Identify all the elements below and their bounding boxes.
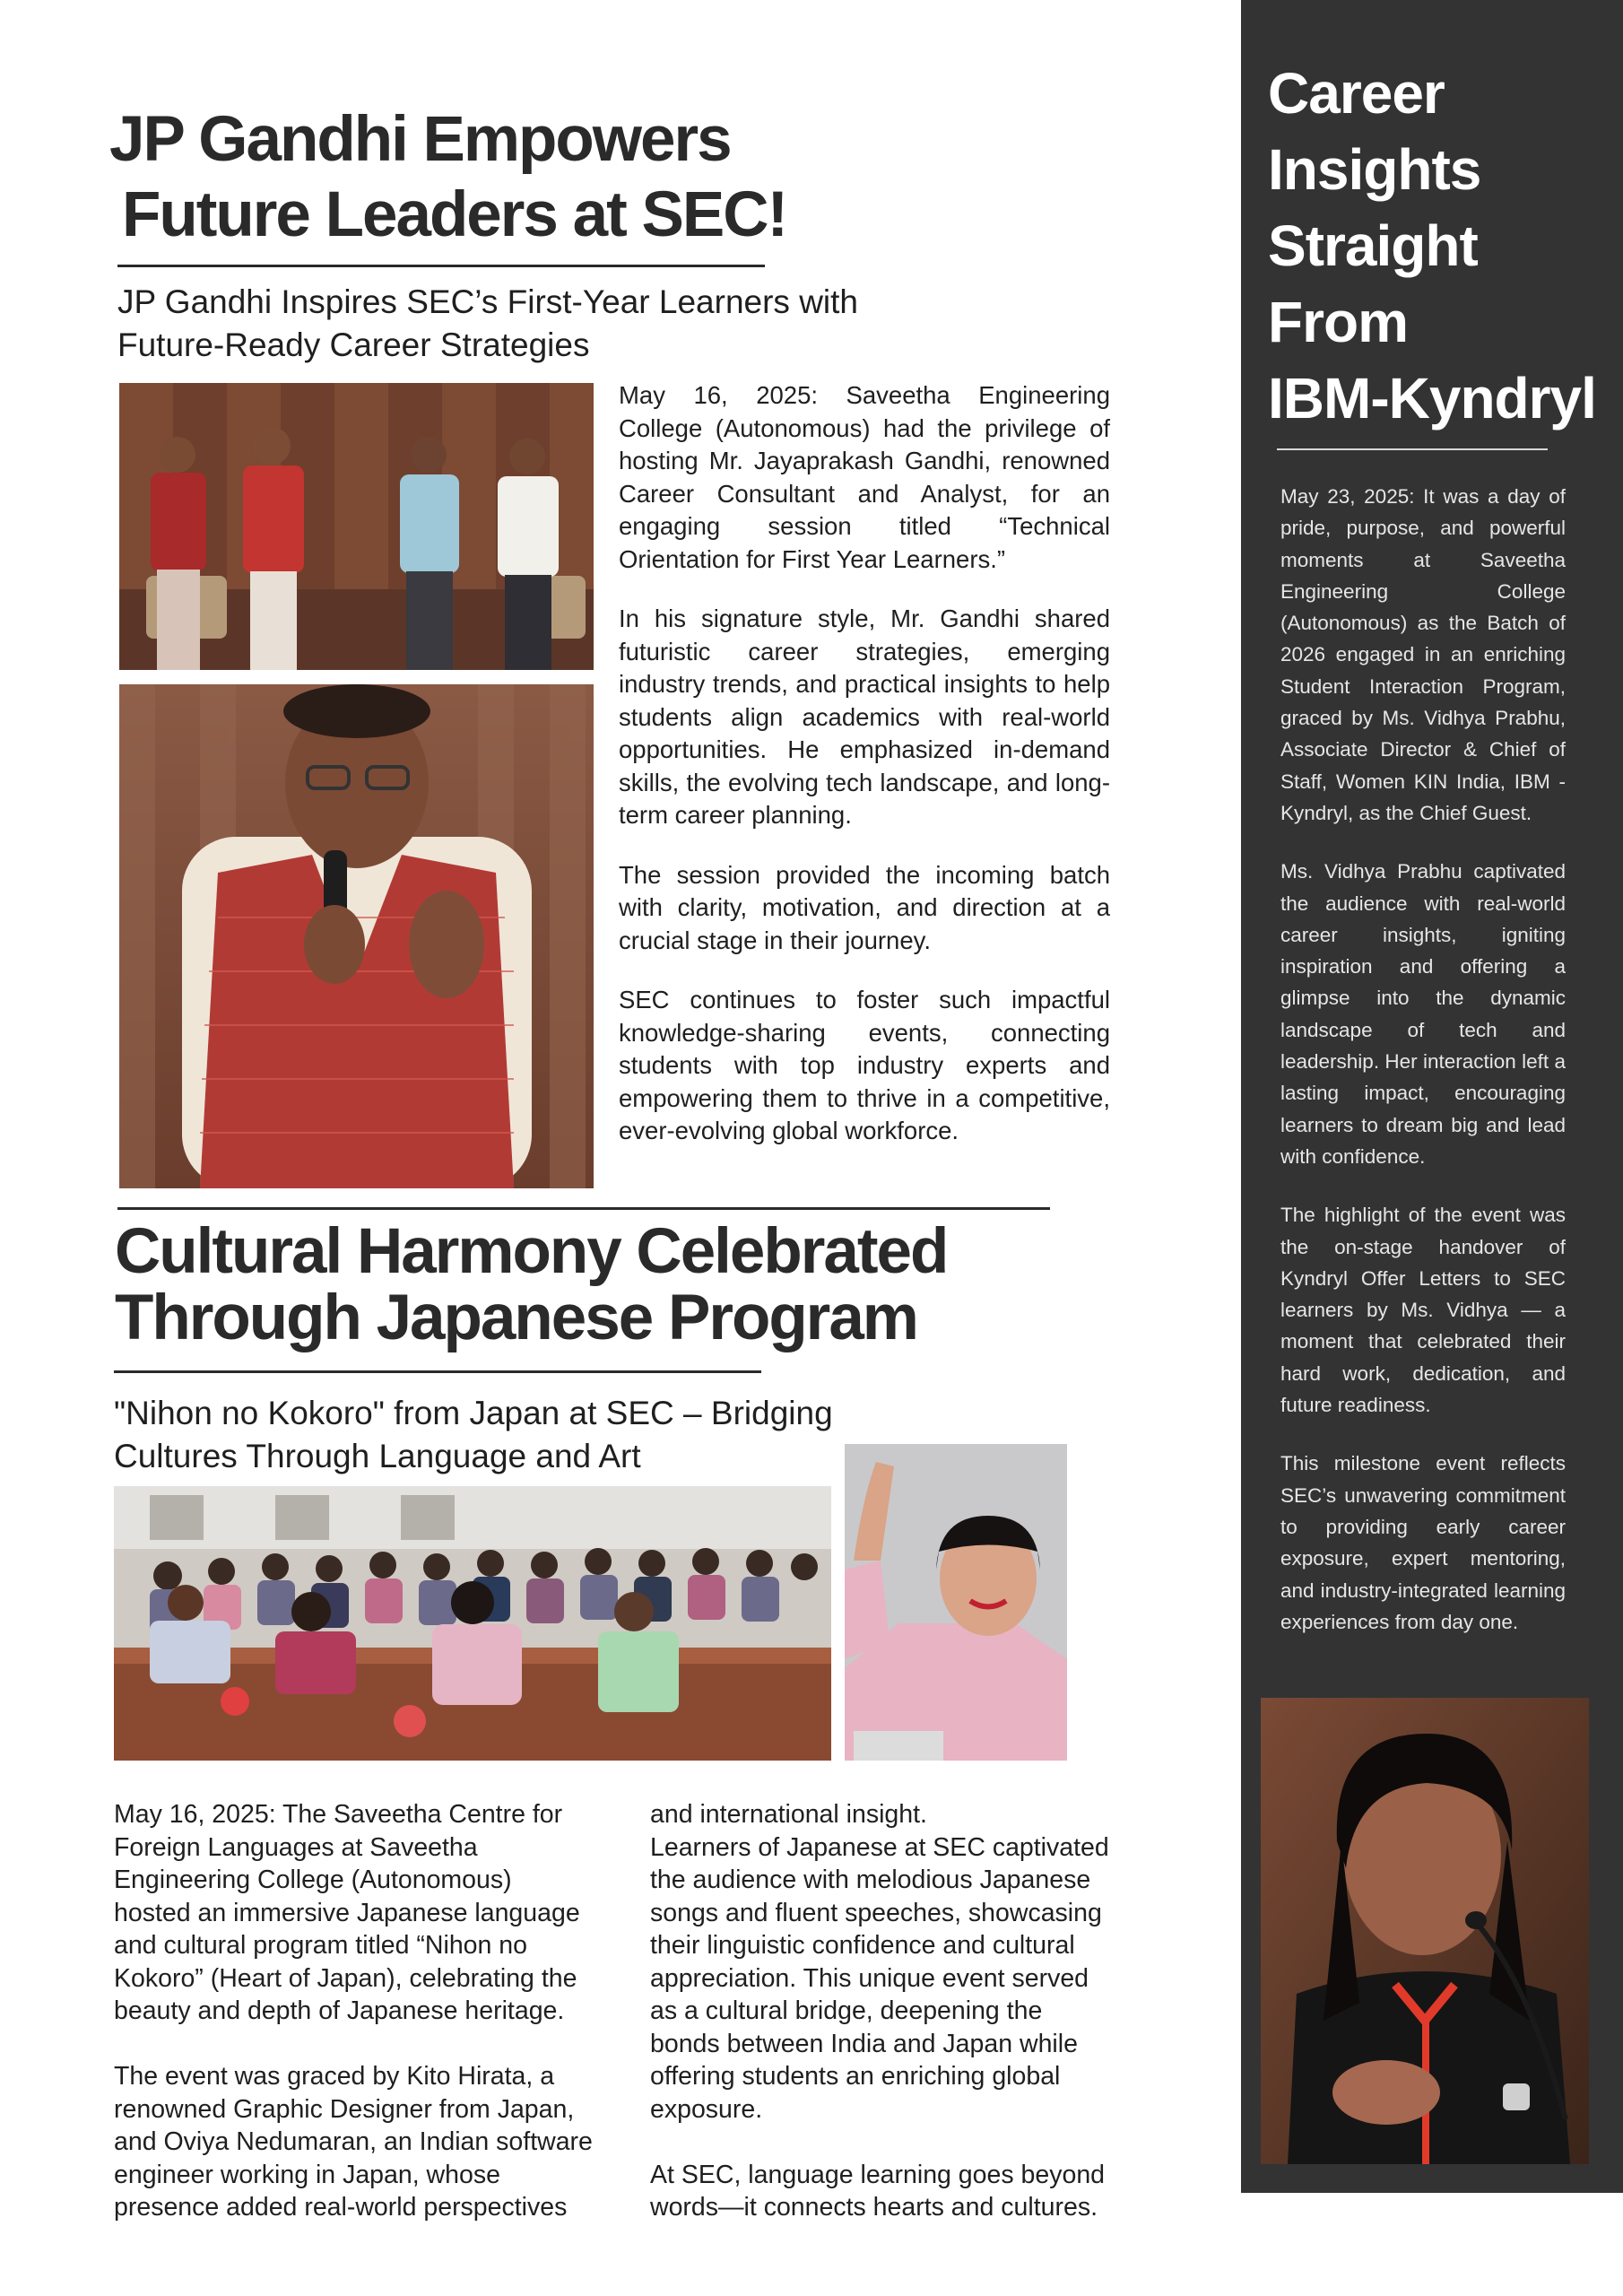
article-1-title-rule — [117, 265, 765, 267]
sidebar-title — [1268, 56, 1609, 437]
article-2-subtitle-line-1: "Nihon no Kokoro" from Japan at SEC – Bridging — [114, 1395, 833, 1431]
sidebar-body — [1280, 481, 1566, 1665]
article-1-title-line-2: Future Leaders at SEC! — [122, 179, 787, 250]
article-1-paragraph-2: In his signature style, Mr. Gandhi shared futuristic career strategies, emerging industry trends, and practical insights to help students align academics with real-world opportunities. He emphasized in-demand skills, the evolving tech landscape, and long-term career planning. — [619, 604, 1110, 829]
sidebar-title-line-3: Straight — [1268, 213, 1478, 278]
sidebar-title-line-1: Career — [1268, 61, 1445, 126]
article-1-title-line-1: JP Gandhi Empowers — [109, 104, 731, 175]
sidebar-paragraph-4: This milestone event reflects SEC’s unwavering commitment to providing early career exposure, expert mentoring, and industry-integrated learning experiences from day one. — [1280, 1452, 1566, 1633]
photo-guests-on-stage-graphic — [119, 383, 594, 670]
article-1-paragraph-4: SEC continues to foster such impactful knowledge-sharing events, connecting students with top industry experts and empowering them to thrive in a competitive, ever-evolving global workforce. — [619, 986, 1110, 1144]
article-2-column-2: and international insight. Learners of Japanese at SEC captivated the audience with melodious Japanese songs and fluent speeches, showcasing their linguistic confidence and cultural appreciation. This unique event served as a cultural bridge, deepening the bonds between India and Japan while offering students an enriching global exposure. At SEC, language learning goes beyond words—it connects hearts and cultures. — [650, 1800, 1109, 2222]
article-2-title-line-1: Cultural Harmony Celebrated — [115, 1216, 948, 1287]
article-1-paragraph-1: May 16, 2025: Saveetha Engineering College (Autonomous) had the privilege of hosting Mr. Jayaprakash Gandhi, renowned Career Consultant and Analyst, for an engaging session titled “Technical Orientation for First Year Learners.” — [619, 381, 1110, 573]
article-2-subtitle-line-2: Cultures Through Language and Art — [114, 1438, 641, 1474]
photo-chief-guest-graphic — [1261, 1698, 1589, 2164]
article-2-title-line-2: Through Japanese Program — [115, 1283, 917, 1353]
article-2-column-1: May 16, 2025: The Saveetha Centre for Foreign Languages at Saveetha Engineering College (Autonomous) hosted an immersive Japanese language and cultural program titled “Nihon no Kokoro” (Heart of Japan), celebrating the beauty and depth of Japanese heritage. The event was graced by Kito Hirata, a renowned Graphic Designer from Japan, and Oviya Nedumaran, an Indian software engineer working in Japan, whose presence added real-world perspectives — [114, 1800, 593, 2222]
sidebar-paragraph-3: The highlight of the event was the on-stage handover of Kyndryl Offer Letters to SEC learners by Ms. Vidhya — a moment that celebrated their hard work, dedication, and future readiness. — [1280, 1204, 1566, 1417]
sidebar-title-line-4: From — [1268, 290, 1408, 354]
section-divider — [117, 1207, 1050, 1210]
sidebar-paragraph-2: Ms. Vidhya Prabhu captivated the audience with real-world career insights, igniting inspiration and offering a glimpse into the dynamic landscape of tech and leadership. Her interaction left a lasting impact, encouraging learners to dream big and lead with confidence. — [1280, 860, 1566, 1168]
article-1-body — [619, 379, 1110, 1175]
photo-guests-on-stage — [119, 383, 594, 670]
article-2-title-rule — [114, 1370, 761, 1373]
photo-audience-graphic — [114, 1486, 831, 1761]
sidebar-paragraph-1: May 23, 2025: It was a day of pride, purpose, and powerful moments at Saveetha Engineering College (Autonomous) as the Batch of 2026 engaged in an enriching Student Interaction Program, graced by Ms. Vidhya Prabhu, Associate Director & Chief of Staff, Women KIN India, IBM - Kyndryl, as the Chief Guest. — [1280, 485, 1566, 824]
photo-chief-guest — [1261, 1698, 1589, 2164]
photo-audience — [114, 1486, 831, 1761]
sidebar-title-rule — [1277, 448, 1548, 450]
photo-guest-waving — [845, 1444, 1067, 1761]
sidebar-title-line-2: Insights — [1268, 137, 1481, 202]
article-1-subtitle-line-2: Future-Ready Career Strategies — [117, 326, 590, 363]
photo-speaker-graphic — [119, 684, 594, 1188]
article-1-paragraph-3: The session provided the incoming batch with clarity, motivation, and direction at a crucial stage in their journey. — [619, 860, 1110, 954]
article-1-subtitle-line-1: JP Gandhi Inspires SEC’s First-Year Learners with — [117, 283, 859, 320]
sidebar-title-line-5: IBM-Kyndryl — [1268, 366, 1596, 430]
photo-speaker-with-microphone — [119, 684, 594, 1188]
photo-guest-waving-graphic — [845, 1444, 1067, 1761]
